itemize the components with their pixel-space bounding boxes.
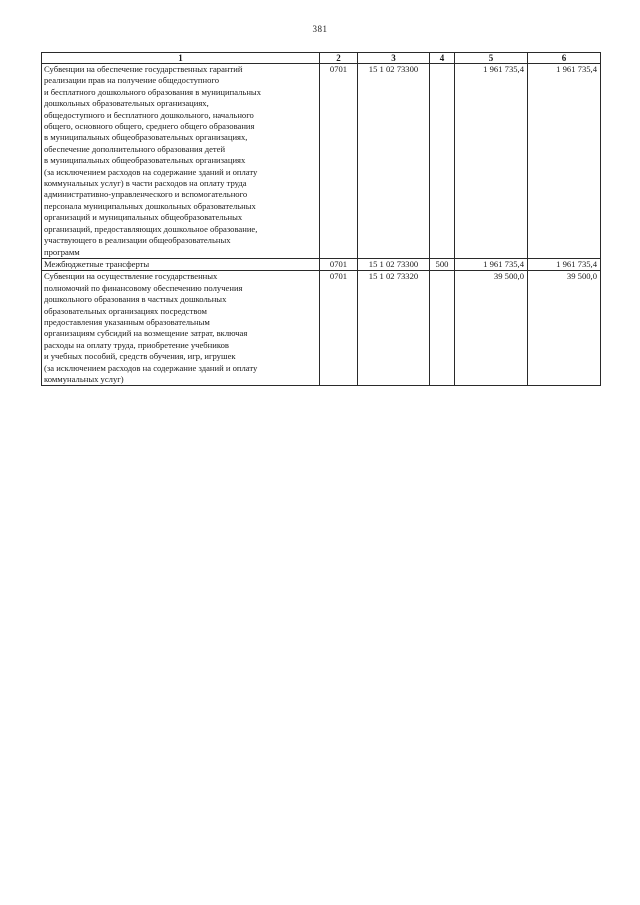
header-col-2: 2 — [320, 53, 358, 64]
row-name-line: образовательных организациях посредством — [44, 305, 207, 316]
row-name-line: программ — [44, 246, 80, 257]
row-name-cell — [42, 258, 320, 270]
target-article-cell: 15 1 02 73320 — [358, 271, 430, 386]
row-name-line: общего, основного общего, среднего общего образования — [44, 121, 255, 132]
table-row — [42, 271, 601, 386]
expense-type-cell — [430, 271, 455, 386]
header-col-3: 3 — [358, 53, 430, 64]
row-name-line: и учебных пособий, средств обучения, игр, игрушек — [44, 351, 236, 362]
row-name-line: дошкольного образования в частных дошкольных — [44, 294, 227, 305]
amount-1-cell: 1 961 735,4 — [455, 64, 528, 259]
row-name-line: и бесплатного дошкольного образования в муниципальных — [44, 86, 261, 97]
header-col-1: 1 — [42, 53, 320, 64]
row-name-line: полномочий по финансовому обеспечению получения — [44, 282, 243, 293]
amount-1-cell: 39 500,0 — [455, 271, 528, 386]
expense-type-cell: 500 — [430, 258, 455, 270]
row-name-cell — [42, 64, 320, 259]
table-row — [42, 258, 601, 270]
row-name-line: участвующего в реализации общеобразовательных — [44, 235, 231, 246]
row-name-line: Межбюджетные трансферты — [44, 258, 150, 269]
row-name-line: персонала муниципальных дошкольных образовательных — [44, 200, 256, 211]
section-code-cell: 0701 — [320, 271, 358, 386]
table-body — [42, 64, 601, 386]
section-code-cell: 0701 — [320, 64, 358, 259]
target-article-cell: 15 1 02 73300 — [358, 258, 430, 270]
section-code-cell: 0701 — [320, 258, 358, 270]
row-name-line: предоставления указанным образовательным — [44, 316, 210, 327]
row-name-line: (за исключением расходов на содержание зданий и оплату — [44, 166, 258, 177]
row-name-line: в муниципальных общеобразовательных организациях, — [44, 132, 248, 143]
row-name-line: (за исключением расходов на содержание зданий и оплату — [44, 362, 258, 373]
amount-2-cell: 1 961 735,4 — [528, 64, 601, 259]
header-col-6: 6 — [528, 53, 601, 64]
table-row — [42, 64, 601, 259]
row-name-cell — [42, 271, 320, 386]
header-col-5: 5 — [455, 53, 528, 64]
row-name-line: Субвенции на обеспечение государственных гарантий — [44, 64, 243, 74]
page-number: 381 — [312, 24, 328, 34]
header-col-4: 4 — [430, 53, 455, 64]
row-name-line: в муниципальных общеобразовательных организациях — [44, 155, 246, 166]
row-name-line: организациям субсидий на возмещение затрат, включая — [44, 328, 248, 339]
row-name-line: дошкольных образовательных организациях, — [44, 98, 209, 109]
row-name-line: расходы на оплату труда, приобретение учебников — [44, 339, 229, 350]
row-name-line: общедоступного и бесплатного дошкольного, начального — [44, 109, 254, 120]
row-name-line: организаций и муниципальных общеобразовательных — [44, 212, 243, 223]
amount-2-cell: 1 961 735,4 — [528, 258, 601, 270]
budget-table — [41, 52, 601, 386]
row-name-line: коммунальных услуг) — [44, 373, 124, 384]
expense-type-cell — [430, 64, 455, 259]
row-name-line: коммунальных услуг) в части расходов на оплату труда — [44, 178, 247, 189]
row-name-line: обеспечение дополнительного образования детей — [44, 143, 226, 154]
amount-1-cell: 1 961 735,4 — [455, 258, 528, 270]
row-name-line: Субвенции на осуществление государственных — [44, 271, 218, 282]
row-name-line: реализации прав на получение общедоступного — [44, 75, 220, 86]
target-article-cell: 15 1 02 73300 — [358, 64, 430, 259]
amount-2-cell: 39 500,0 — [528, 271, 601, 386]
row-name-line: организаций, предоставляющих дошкольное образование, — [44, 223, 258, 234]
table-header-row — [42, 53, 601, 64]
row-name-line: административно-управленческого и вспомогательного — [44, 189, 248, 200]
